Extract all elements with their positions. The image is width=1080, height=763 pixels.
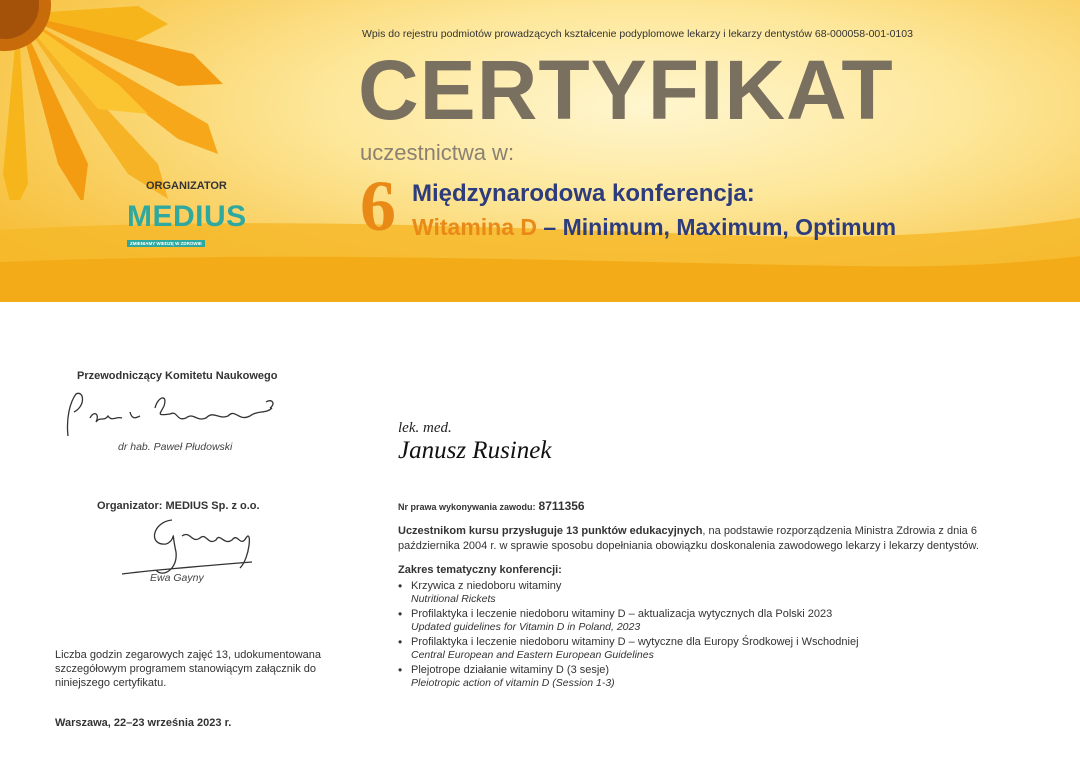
sunflower-icon [0, 0, 260, 200]
points-statement [398, 524, 1038, 554]
chair-name: dr hab. Paweł Płudowski [118, 441, 233, 453]
edition-number: 6 [360, 166, 396, 246]
organizer-label: ORGANIZATOR [146, 180, 227, 192]
place-date: Warszawa, 22–23 września 2023 r. [55, 717, 232, 729]
list-item: • Profilaktyka i leczenie niedoboru witaminy D – aktualizacja wytycznych dla Polski 2023 Updated guidelines for Vitamin D in Poland, 2023 [398, 608, 1038, 634]
points-rest: , na podstawie rozporządzenia Ministra Zdrowia z dnia 6 października 2004 r. w sprawie sposobu dopełniania obowiązku doskonalenia zawodowego lekarzy i lekarzy dentystów. [398, 525, 979, 552]
license-line [398, 499, 585, 513]
certificate-title: CERTYFIKAT [358, 43, 894, 137]
list-item: • Krzywica z niedoboru witaminy Nutritional Rickets [398, 580, 1038, 606]
list-item: • Plejotrope działanie witaminy D (3 sesje) Pleiotropic action of vitamin D (Session 1-3) [398, 664, 1038, 690]
points-bold: Uczestnikom kursu przysługuje 13 punktów edukacyjnych [398, 525, 703, 537]
recipient-name: Janusz Rusinek [398, 437, 552, 464]
license-label: Nr prawa wykonywania zawodu: [398, 502, 536, 512]
organizer-company: Organizator: MEDIUS Sp. z o.o. [97, 500, 260, 512]
recipient-title-prefix: lek. med. [398, 420, 452, 436]
topics-list [398, 580, 1038, 692]
logo-text: MEDIUS [127, 200, 247, 233]
conference-title-line2 [412, 214, 896, 241]
organizer-name: Ewa Gayny [150, 572, 204, 584]
list-item: • Profilaktyka i leczenie niedoboru witaminy D – wytyczne dla Europy Środkowej i Wschodniej Central European and Eastern European Guidelines [398, 636, 1038, 662]
hours-note: Liczba godzin zegarowych zajęć 13, udokumentowana szczegółowym programem stanowiącym załącznik do niniejszego certyfikatu. [55, 649, 321, 689]
logo-tagline: ZMIENIAMY WIEDZĘ W ZDROWIE [127, 240, 205, 247]
chair-label: Przewodniczący Komitetu Naukowego [77, 370, 278, 382]
topics-label: Zakres tematyczny konferencji: [398, 564, 562, 576]
medius-logo [127, 200, 247, 250]
conference-accent: Witamina D [412, 214, 538, 240]
participation-label: uczestnictwa w: [360, 140, 515, 165]
license-number: 8711356 [538, 499, 585, 513]
conference-title-line1: Międzynarodowa konferencja: [412, 180, 755, 207]
conference-subtitle: – Minimum, Maximum, Optimum [537, 214, 897, 240]
register-note: Wpis do rejestru podmiotów prowadzących kształcenie podyplomowe lekarzy i lekarzy dentystów 68-000058-001-0103 [362, 28, 913, 40]
certificate-header [0, 0, 1080, 302]
chair-signature [60, 388, 290, 444]
